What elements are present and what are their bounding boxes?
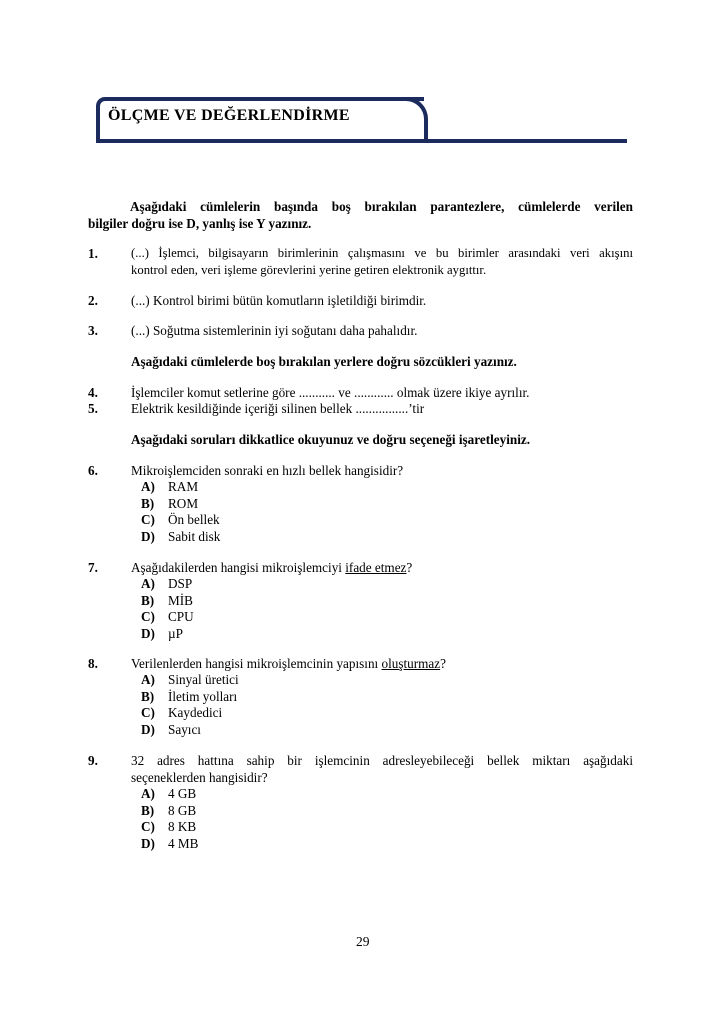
question-number: 7.	[88, 560, 98, 575]
question-6-text: Mikroişlemciden sonraki en hızlı bellek hangisidir?	[131, 463, 404, 478]
item-4-text: İşlemciler komut setlerine göre ........... ve ............ olmak üzere ikiye ayrılır.	[131, 385, 530, 400]
option-a	[141, 786, 633, 803]
option-letter: B)	[141, 495, 155, 511]
item-1-line1: (...) İşlemci, bilgisayarın birimlerinin çalışmasını ve bu birimler arasındaki veri akışını	[131, 246, 633, 260]
item-number: 3.	[88, 323, 98, 338]
option-b	[141, 496, 633, 513]
title-frame-curve	[380, 97, 428, 143]
option-text: MİB	[168, 592, 193, 608]
question-8	[131, 655, 633, 738]
option-b	[141, 593, 633, 610]
option-b	[141, 803, 633, 820]
option-letter: C)	[141, 705, 155, 720]
item-2-text: (...) Kontrol birimi bütün komutların işletildiği birimdir.	[131, 293, 427, 308]
option-a	[141, 576, 633, 593]
question-8-emphasis: oluşturmaz	[381, 656, 441, 671]
option-text: µP	[168, 625, 183, 641]
question-9	[131, 752, 633, 852]
option-letter: B)	[141, 802, 155, 818]
question-8-text	[131, 655, 633, 672]
option-letter: B)	[141, 688, 155, 704]
section1-instruction	[88, 198, 633, 232]
item-1-text	[131, 245, 633, 279]
question-8-text-pre: Verilenlerden hangisi mikroişlemcinin yapısını	[131, 656, 382, 671]
question-7	[131, 559, 633, 642]
option-text: Ön bellek	[168, 512, 220, 527]
option-text: Kaydedici	[168, 705, 223, 720]
option-c	[141, 609, 633, 626]
option-a	[141, 479, 633, 496]
title-underline	[100, 139, 627, 143]
option-text: ROM	[168, 495, 199, 511]
option-letter: D)	[141, 721, 155, 737]
option-text: 8 KB	[168, 819, 197, 834]
option-letter: A)	[141, 479, 155, 494]
option-letter: D)	[141, 835, 155, 851]
section3-instruction: Aşağıdaki soruları dikkatlice okuyunuz ve doğru seçeneği işaretleyiniz.	[131, 432, 531, 447]
section2-instruction: Aşağıdaki cümlelerde boş bırakılan yerlere doğru sözcükleri yazınız.	[131, 354, 517, 369]
option-d	[141, 626, 633, 643]
item-number: 1.	[88, 246, 98, 261]
question-number: 6.	[88, 463, 98, 478]
option-letter: A)	[141, 672, 155, 687]
page-title: ÖLÇME VE DEĞERLENDİRME	[108, 107, 350, 124]
option-letter: D)	[141, 625, 155, 641]
option-text: 4 GB	[168, 786, 197, 801]
option-text: DSP	[168, 576, 193, 591]
option-text: Sinyal üretici	[168, 672, 239, 687]
question-9-line2: seçeneklerden hangisidir?	[131, 770, 268, 785]
question-7-text-post: ?	[406, 560, 413, 575]
page-number: 29	[356, 934, 370, 949]
option-text: İletim yolları	[168, 688, 238, 704]
option-text: 8 GB	[168, 802, 197, 818]
section1-instruction-line2: bilgiler doğru ise D, yanlış ise Y yazınız.	[88, 216, 312, 231]
option-text: Sayıcı	[168, 721, 201, 737]
question-7-text-pre: Aşağıdakilerden hangisi mikroişlemciyi	[131, 560, 346, 575]
question-6	[131, 462, 633, 545]
option-text: RAM	[168, 479, 199, 494]
option-d	[141, 836, 633, 853]
option-c	[141, 705, 633, 722]
item-1-line2: kontrol eden, veri işleme görevlerini yerine getiren elektronik aygıttır.	[131, 263, 487, 277]
option-text: Sabit disk	[168, 528, 221, 544]
item-number: 4.	[88, 385, 98, 400]
option-letter: A)	[141, 786, 155, 801]
option-letter: B)	[141, 592, 155, 608]
section1-instruction-line1: Aşağıdaki cümlelerin başında boş bırakılan parantezlere, cümlelerde verilen	[130, 199, 633, 214]
item-number: 2.	[88, 293, 98, 308]
question-8-text-post: ?	[440, 656, 446, 671]
option-letter: C)	[141, 609, 155, 624]
option-c	[141, 819, 633, 836]
option-letter: C)	[141, 512, 155, 527]
option-letter: C)	[141, 819, 155, 834]
option-b	[141, 689, 633, 706]
item-5-text: Elektrik kesildiğinde içeriği silinen bellek ................’tir	[131, 401, 425, 416]
question-number: 8.	[88, 656, 98, 671]
item-number: 5.	[88, 401, 98, 416]
option-text: CPU	[168, 609, 194, 624]
option-text: 4 MB	[168, 835, 199, 851]
question-9-line1: 32 adres hattına sahip bir işlemcinin adresleyebileceği bellek miktarı aşağıdaki	[131, 753, 633, 768]
option-a	[141, 672, 633, 689]
option-letter: D)	[141, 528, 155, 544]
option-letter: A)	[141, 576, 155, 591]
question-7-text	[131, 559, 633, 576]
option-d	[141, 722, 633, 739]
item-3-text: (...) Soğutma sistemlerinin iyi soğutanı daha pahalıdır.	[131, 323, 418, 338]
question-7-emphasis: ifade etmez	[345, 560, 407, 575]
option-d	[141, 529, 633, 546]
question-number: 9.	[88, 753, 98, 768]
option-c	[141, 512, 633, 529]
